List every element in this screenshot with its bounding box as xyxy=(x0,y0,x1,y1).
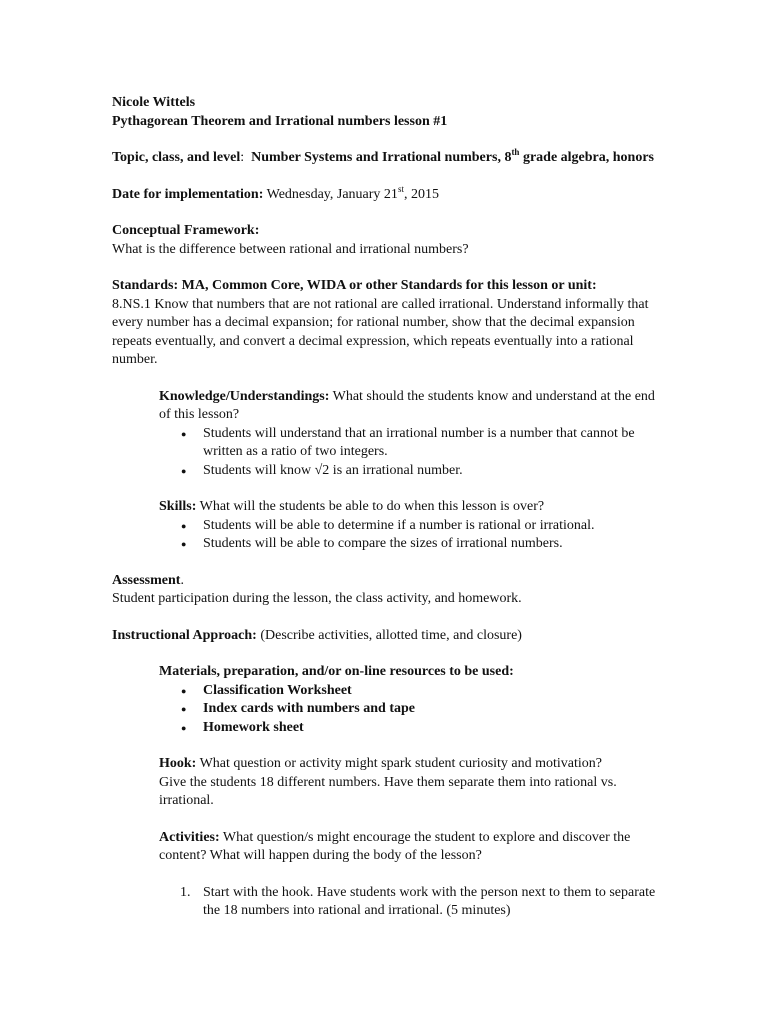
hook-label: Hook: xyxy=(159,756,197,771)
date-value: Wednesday, January 21st, 2015 xyxy=(263,183,439,202)
step-text: Start with the hook. Have students work with the person next to them to separate the 18 numbers into rational and irrational. (5 minutes) xyxy=(203,884,656,918)
knowledge-label: Knowledge/Understandings: xyxy=(159,388,330,404)
list-item: ● Students will be able to compare the sizes of irrational numbers. xyxy=(159,535,660,554)
list-item: ● Index cards with numbers and tape xyxy=(159,700,660,719)
list-item: ● Homework sheet xyxy=(159,719,660,738)
activities-question: What question/s might encourage the student to explore and discover the content? What will happen during the body of the lesson? xyxy=(159,829,631,863)
activities-steps xyxy=(159,884,660,921)
topic-label: Topic, class, and level xyxy=(112,150,241,165)
knowledge-list xyxy=(159,425,660,481)
conceptual-text: What is the difference between rational and irrational numbers? xyxy=(112,241,469,257)
instructional-text: (Describe activities, allotted time, and closure) xyxy=(256,627,522,643)
assessment-text: Student participation during the lesson, the class activity, and homework. xyxy=(112,591,522,606)
skills-question: What will the students be able to do when this lesson is over? xyxy=(196,499,545,514)
date-line xyxy=(112,183,660,205)
list-item xyxy=(159,884,660,921)
conceptual-label: Conceptual Framework: xyxy=(112,223,260,238)
materials-section xyxy=(159,663,660,921)
step-number: 1. xyxy=(180,884,191,900)
topic-value: Number Systems and Irrational numbers, 8th grade algebra, honors xyxy=(251,147,655,165)
lesson-plan xyxy=(112,94,660,921)
hook-text: Give the students 18 different numbers. Have them separate them into rational vs. irrational. xyxy=(159,774,617,808)
assessment-heading: Assessment. xyxy=(112,572,184,588)
instructional-label: Instructional Approach: xyxy=(112,627,257,643)
materials-list xyxy=(159,682,660,738)
materials-label: Materials, preparation, and/or on-line resources to be used: xyxy=(159,664,514,679)
hook-question: What question or activity might spark student curiosity and motivation? xyxy=(196,756,603,771)
activities-label: Activities: xyxy=(159,829,220,845)
standards-label: Standards: MA, Common Core, WIDA or other Standards for this lesson or unit: xyxy=(112,278,597,293)
skills-label: Skills: xyxy=(159,499,197,514)
knowledge-question: What should the students know and understand at the end of this lesson? xyxy=(159,388,655,422)
lesson-title: Pythagorean Theorem and Irrational numbers lesson #1 xyxy=(112,113,448,129)
author-name: Nicole Wittels xyxy=(112,95,196,110)
assessment-label: Assessment xyxy=(112,572,181,588)
skills-list xyxy=(159,517,660,554)
date-label: Date for implementation: xyxy=(112,186,264,202)
list-item: ● Students will know √2 is an irrational number. xyxy=(159,462,660,481)
standards-text: 8.NS.1 Know that numbers that are not rational are called irrational. Understand informally that every number has a decimal expansion; for rational number, show that the decimal expansion repeats eventually, and convert a decimal expression, which repeats eventually into a rational number. xyxy=(112,296,649,367)
knowledge-section xyxy=(159,388,660,554)
list-item: ● Students will be able to determine if a number is rational or irrational. xyxy=(159,517,660,536)
list-item: ● Classification Worksheet xyxy=(159,682,660,701)
list-item: ● Students will understand that an irrational number is a number that cannot be written as a ratio of two integers. xyxy=(159,425,660,462)
topic-line: Topic, class, and level: Number Systems and Irrational numbers, 8th grade algebra, honors xyxy=(112,147,655,165)
